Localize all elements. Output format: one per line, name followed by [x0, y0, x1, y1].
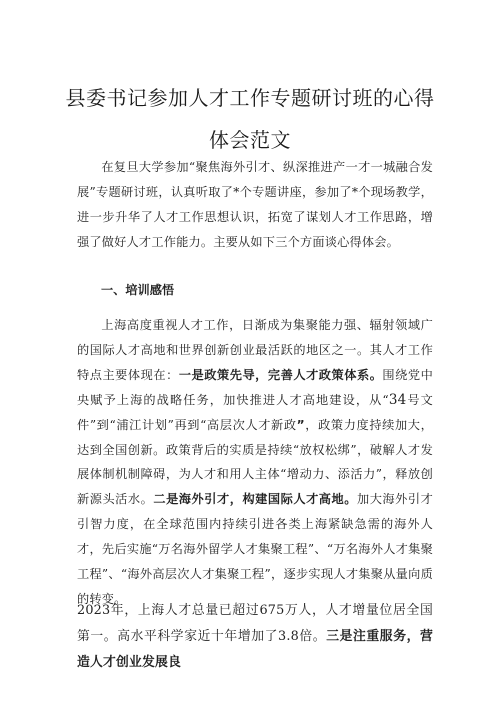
- text-run: 加大海外引才引智力度，在全球范围内持续引进各类上海紧缺急需的海外人才，先后实施“万名海外留学人才集聚工程”、“万名海外人才集聚工程”、“海外高层次人才集聚工程”，逐步实现人才集聚从量向质的转变。: [77, 492, 434, 606]
- text-run: 上海高度重视人才工作，日渐成为集聚能力强、辐射领域广的国际人才高地和世界创新创业最活跃的地区之一。其人才工作特点主要体现在：: [77, 318, 433, 382]
- intro-paragraph: 在复旦大学参加“聚焦海外引才、纵深推进产一才一城融合发展”专题研讨班，认真听取了*个专题讲座，参加了*个现场教学，进一步升华了人才工作思想认识，拓宽了谋划人才工作思路，增强了做好人才工作能力。主要从如下三个方面谈心得体会。: [77, 160, 433, 249]
- text-run: 万人，人才增量位居全国第一。高水平科学家近十年增加了: [77, 603, 434, 644]
- text-run: 围绕党中央赋予上海的战略任务，加快推进人才高地建设，从“: [77, 367, 433, 407]
- bold-point-overseas: 二是海外引才，构建国际人才高地。: [153, 492, 357, 507]
- paragraph-shanghai-talent: [77, 313, 433, 612]
- bold-point-service: 三是注重服务，营造人才创业发展良: [77, 629, 434, 670]
- text-run: 倍。: [298, 629, 327, 644]
- number-34: 34: [388, 391, 407, 408]
- text-run: 号文件”到“浦江计划”再到“高层次人才新政: [77, 392, 433, 432]
- number-675: 675: [259, 603, 285, 618]
- year-2023: 2023: [77, 603, 111, 618]
- text-run: ，政策力度持续加大，达到全国创新。政策背后的实质是持续“放权松绑”，破解人才发展体制机制障碍，为人才和用人主体“增动力、添活力”，释放创新源头活水。: [77, 417, 433, 507]
- number-3-8: 3.8: [278, 629, 299, 644]
- section-heading-training: 一、培训感悟: [101, 283, 175, 297]
- document-title-line-1: 县委书记参加人才工作专题研讨班的心得: [65, 86, 435, 110]
- text-run: 年，上海人才总量已超过: [110, 603, 260, 618]
- document-title-line-2: 体会范文: [209, 128, 291, 152]
- bold-quote-mark: ”: [296, 417, 305, 432]
- paragraph-statistics: [77, 598, 433, 676]
- bold-point-policy: 一是政策先导，完善人才政策体系。: [178, 367, 383, 382]
